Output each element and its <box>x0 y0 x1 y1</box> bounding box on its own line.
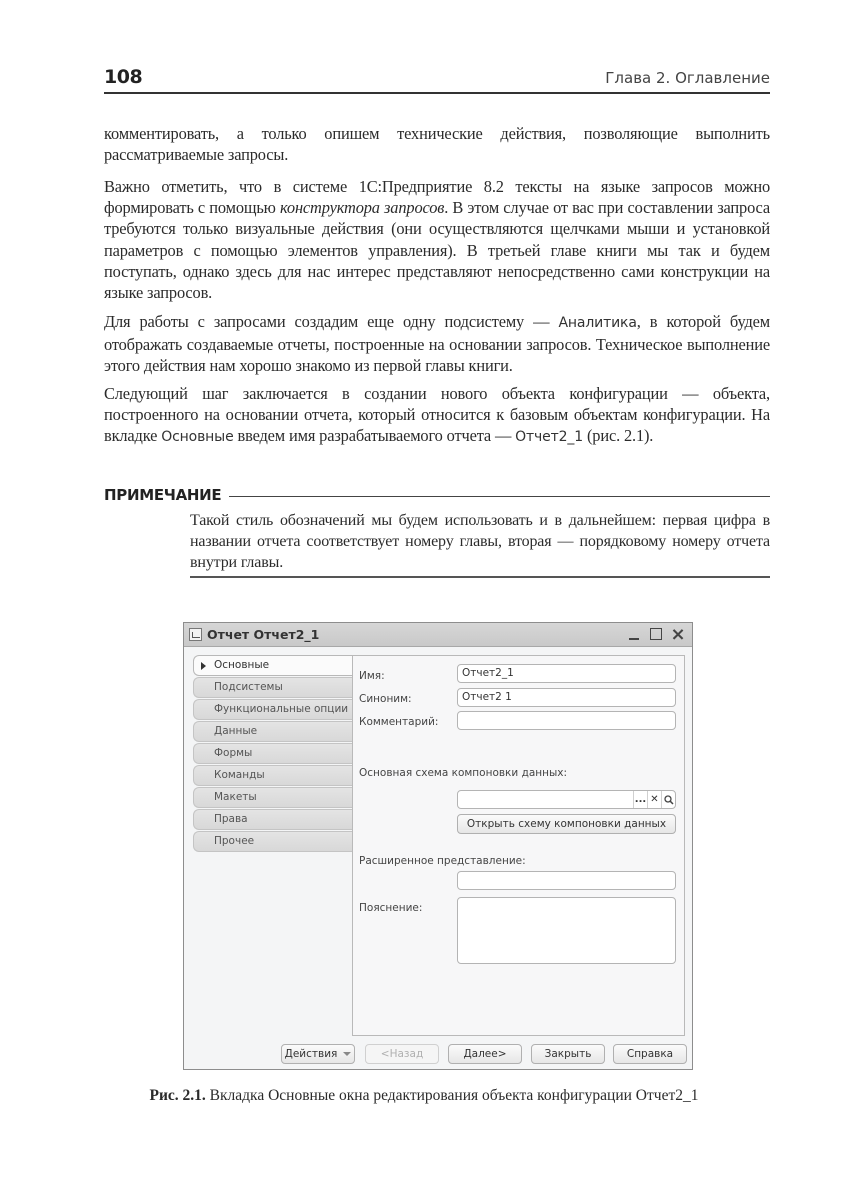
maximize-button[interactable] <box>648 625 664 643</box>
tab-forms[interactable] <box>193 743 353 764</box>
close-button[interactable] <box>670 625 686 643</box>
close-window-button[interactable]: Закрыть <box>531 1044 605 1064</box>
tab-label: Подсистемы <box>214 681 283 693</box>
comment-input[interactable] <box>457 711 676 730</box>
window-title: Отчет Отчет2_1 <box>207 627 320 642</box>
tab-label: Данные <box>214 725 258 737</box>
paragraph-3 <box>104 311 770 377</box>
help-button[interactable]: Справка <box>613 1044 687 1064</box>
clear-icon: ✕ <box>650 794 659 805</box>
extended-presentation-input[interactable] <box>457 871 676 890</box>
note-text: Такой стиль обозначений мы будем использовать и в дальнейшем: первая цифра в названии отчета соответствует номеру главы, вторая — порядковому номеру отчета внутри главы. <box>190 512 770 571</box>
close-icon: × <box>670 623 686 645</box>
main-tab-panel <box>352 655 685 1036</box>
ellipsis-icon: ... <box>634 794 647 805</box>
comment-label: Комментарий: <box>359 716 439 728</box>
page-number: 108 <box>104 66 143 88</box>
maximize-icon <box>650 628 662 640</box>
paragraph-3-text-a: Для работы с запросами создадим еще одну подсистему — <box>104 312 559 331</box>
ui-term-report-name: Отчет2_1 <box>515 429 584 446</box>
tab-data[interactable] <box>193 721 353 742</box>
paragraph-4-text-a: Следующий шаг заключается в создании нового объекта конфигурации — объекта, построенного на основании отчета, который относится к базовым объектам конфигурации. На вкладке <box>104 384 770 446</box>
minimize-button[interactable] <box>626 625 642 643</box>
paragraph-4-text-b: введем имя разрабатываемого отчета — <box>233 426 516 446</box>
name-input[interactable]: Отчет2_1 <box>457 664 676 683</box>
name-label: Имя: <box>359 670 385 682</box>
report-icon <box>189 628 202 641</box>
tab-label: Прочее <box>214 835 255 847</box>
figure-text: Вкладка Основные окна редактирования объекта конфигурации Отчет2_1 <box>205 1087 699 1104</box>
magnifier-icon <box>664 795 674 805</box>
tab-label: Формы <box>214 747 253 759</box>
actions-label: Действия <box>284 1048 338 1060</box>
schema-input-buttons <box>633 791 675 808</box>
tab-label: Основные <box>214 659 270 671</box>
paragraph-4 <box>104 383 770 449</box>
window-titlebar[interactable] <box>184 623 692 647</box>
actions-dropdown[interactable] <box>281 1044 355 1064</box>
chevron-down-icon <box>343 1052 351 1056</box>
synonym-input[interactable]: Отчет2 1 <box>457 688 676 707</box>
next-button[interactable]: Далее> <box>448 1044 522 1064</box>
select-button[interactable] <box>633 791 647 808</box>
emphasis-query-builder: конструктора запросов <box>280 198 445 218</box>
figure-label: Рис. 2.1. <box>149 1087 206 1104</box>
ui-term-main-tab: Основные <box>161 429 234 446</box>
note-bottom-rule <box>190 576 770 578</box>
figure-caption <box>0 1087 848 1105</box>
tab-commands[interactable] <box>193 765 353 786</box>
tab-label: Права <box>214 813 248 825</box>
paragraph-3-text-b: , в которой будем отображать создаваемые отчеты, построенные на основании запросов. Техническое выполнение этого действия нам хорошо знакомо из первой главы книги. <box>104 312 770 376</box>
page-header <box>104 66 770 94</box>
tab-other[interactable] <box>193 831 353 852</box>
tab-label: Функциональные опции <box>214 703 349 715</box>
explanation-textarea[interactable] <box>457 897 676 964</box>
explanation-label: Пояснение: <box>359 902 423 914</box>
paragraph-2-text-b: . В этом случае от вас при составлении запроса требуются только визуальные действия (они осуществляются щелчками мыши и установкой параметров с помощью элементов управления). В третьей главе книги мы так и будем поступать, однако здесь для нас интерес представляют непосредственно сами конструкции на языке запросов. <box>104 198 771 303</box>
note-header <box>104 486 770 506</box>
note-title: ПРИМЕЧАНИЕ <box>104 486 229 504</box>
tab-templates[interactable] <box>193 787 353 808</box>
tab-main[interactable] <box>193 655 363 676</box>
tab-label: Макеты <box>214 791 257 803</box>
extended-presentation-label: Расширенное представление: <box>359 855 526 867</box>
back-button[interactable]: <Назад <box>365 1044 439 1064</box>
schema-label: Основная схема компоновки данных: <box>359 767 568 779</box>
open-schema-button[interactable]: Открыть схему компоновки данных <box>457 814 676 834</box>
paragraph-4-text-c: (рис. 2.1). <box>583 426 654 446</box>
running-head: Глава 2. Оглавление <box>605 69 770 87</box>
window-controls <box>626 625 686 643</box>
tab-list <box>193 655 353 853</box>
active-tab-arrow-icon <box>201 662 206 670</box>
tab-functional-options[interactable] <box>193 699 353 720</box>
clear-button[interactable] <box>647 791 661 808</box>
report-editor-window <box>183 622 693 1070</box>
ui-term-analytics: Аналитика <box>558 315 637 331</box>
tab-subsystems[interactable] <box>193 677 353 698</box>
open-button[interactable] <box>661 791 675 808</box>
synonym-label: Синоним: <box>359 693 412 705</box>
paragraph-2-text-a: Важно отметить, что в системе 1С:Предприятие 8.2 тексты на языке запросов можно формировать с помощью <box>104 177 770 218</box>
schema-input[interactable] <box>457 790 676 809</box>
paragraph-2 <box>104 176 770 303</box>
tab-label: Команды <box>214 769 265 781</box>
paragraph-1: комментировать, а только опишем технические действия, позволяющие выполнить рассматриваемые запросы. <box>104 124 770 165</box>
minimize-icon <box>629 638 639 640</box>
tab-rights[interactable] <box>193 809 353 830</box>
